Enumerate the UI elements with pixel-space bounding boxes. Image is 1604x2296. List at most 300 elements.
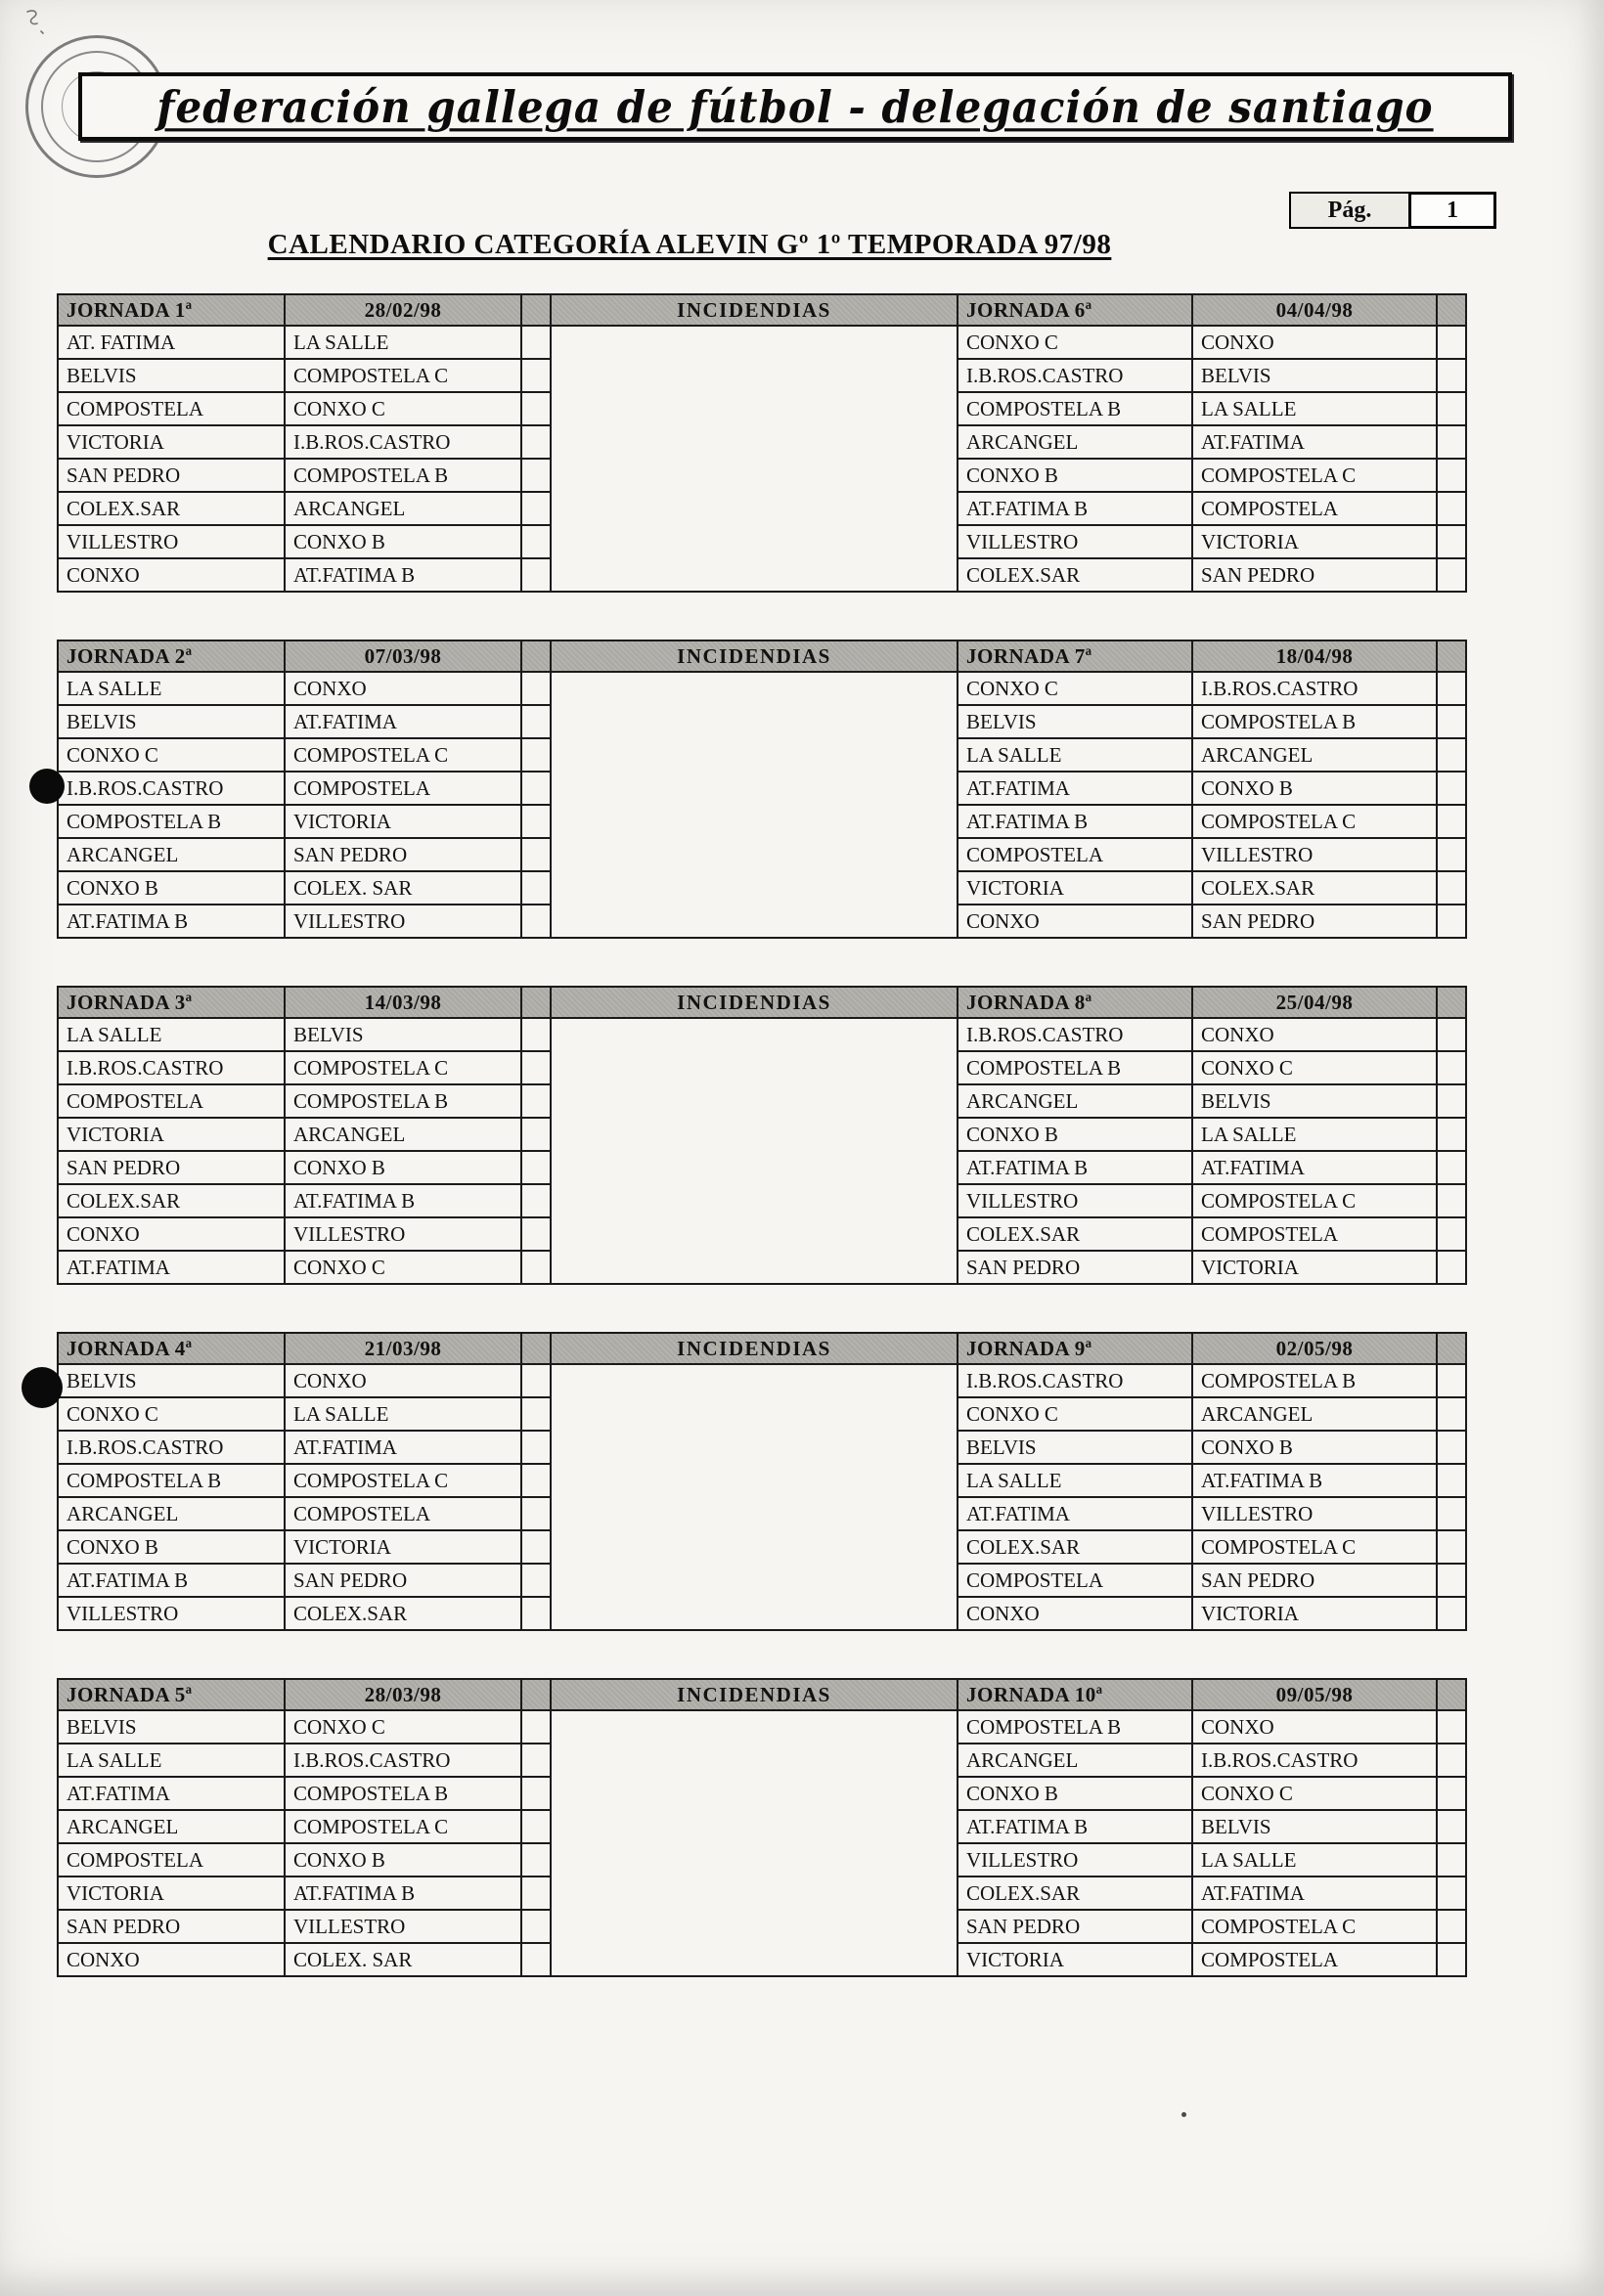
- result-cell: [521, 1530, 551, 1564]
- home-team-cell: COMPOSTELA: [58, 1084, 285, 1118]
- home-team-cell: BELVIS: [958, 1431, 1192, 1464]
- result-cell: [1437, 1464, 1466, 1497]
- result-cell: [1437, 1597, 1466, 1630]
- result-cell: [521, 1084, 551, 1118]
- result-cell: [1437, 492, 1466, 525]
- home-team-cell: CONXO B: [58, 1530, 285, 1564]
- away-team-cell: CONXO B: [1192, 772, 1437, 805]
- result-column-header: [521, 987, 551, 1018]
- away-team-cell: CONXO C: [285, 392, 521, 425]
- result-cell: [1437, 1364, 1466, 1397]
- away-team-cell: SAN PEDRO: [285, 838, 521, 871]
- result-cell: [521, 905, 551, 938]
- home-team-cell: VILLESTRO: [58, 525, 285, 558]
- away-team-cell: COMPOSTELA: [1192, 1943, 1437, 1976]
- home-team-cell: VICTORIA: [958, 871, 1192, 905]
- away-team-cell: VICTORIA: [1192, 1597, 1437, 1630]
- result-cell: [521, 1118, 551, 1151]
- away-team-cell: COMPOSTELA: [285, 772, 521, 805]
- jornada-name-header: JORNADA 6ª: [958, 294, 1192, 326]
- incidents-area: [551, 1710, 958, 1976]
- home-team-cell: CONXO B: [58, 871, 285, 905]
- away-team-cell: SAN PEDRO: [1192, 558, 1437, 592]
- result-cell: [1437, 705, 1466, 738]
- jornada-date-header: 18/04/98: [1192, 640, 1437, 672]
- home-team-cell: ARCANGEL: [58, 1810, 285, 1843]
- away-team-cell: CONXO: [285, 672, 521, 705]
- result-cell: [1437, 459, 1466, 492]
- jornada-header-row: [58, 640, 1466, 672]
- home-team-cell: AT.FATIMA B: [958, 805, 1192, 838]
- home-team-cell: CONXO: [958, 905, 1192, 938]
- away-team-cell: COMPOSTELA C: [285, 738, 521, 772]
- home-team-cell: AT.FATIMA B: [58, 1564, 285, 1597]
- result-cell: [1437, 1810, 1466, 1843]
- away-team-cell: COMPOSTELA C: [285, 1051, 521, 1084]
- result-cell: [521, 1744, 551, 1777]
- away-team-cell: CONXO C: [1192, 1777, 1437, 1810]
- home-team-cell: ARCANGEL: [58, 838, 285, 871]
- result-cell: [521, 1051, 551, 1084]
- home-team-cell: COLEX.SAR: [958, 1530, 1192, 1564]
- scan-speck: [1181, 2112, 1186, 2117]
- incidents-header: INCIDENDIAS: [551, 1333, 958, 1364]
- home-team-cell: COMPOSTELA: [958, 1564, 1192, 1597]
- away-team-cell: BELVIS: [1192, 359, 1437, 392]
- away-team-cell: VICTORIA: [1192, 525, 1437, 558]
- home-team-cell: COMPOSTELA B: [958, 392, 1192, 425]
- result-cell: [521, 1431, 551, 1464]
- match-row: [58, 326, 1466, 359]
- result-cell: [521, 459, 551, 492]
- home-team-cell: BELVIS: [58, 1364, 285, 1397]
- away-team-cell: VICTORIA: [1192, 1251, 1437, 1284]
- federation-title: federación gallega de fútbol - delegación de santiago: [156, 81, 1434, 132]
- home-team-cell: AT.FATIMA: [58, 1251, 285, 1284]
- jornada-name-header: JORNADA 8ª: [958, 987, 1192, 1018]
- result-cell: [521, 1151, 551, 1184]
- result-cell: [1437, 1151, 1466, 1184]
- away-team-cell: AT.FATIMA B: [285, 1877, 521, 1910]
- result-cell: [1437, 905, 1466, 938]
- result-cell: [521, 525, 551, 558]
- incidents-header: INCIDENDIAS: [551, 987, 958, 1018]
- match-row: [58, 672, 1466, 705]
- away-team-cell: VILLESTRO: [1192, 838, 1437, 871]
- home-team-cell: VILLESTRO: [58, 1597, 285, 1630]
- home-team-cell: CONXO: [958, 1597, 1192, 1630]
- away-team-cell: COMPOSTELA B: [285, 1777, 521, 1810]
- away-team-cell: CONXO: [1192, 326, 1437, 359]
- incidents-header: INCIDENDIAS: [551, 1679, 958, 1710]
- home-team-cell: COMPOSTELA: [958, 838, 1192, 871]
- jornada-date-header: 21/03/98: [285, 1333, 521, 1364]
- away-team-cell: COLEX.SAR: [285, 1597, 521, 1630]
- result-cell: [1437, 1910, 1466, 1943]
- away-team-cell: SAN PEDRO: [1192, 1564, 1437, 1597]
- away-team-cell: COMPOSTELA C: [285, 1810, 521, 1843]
- away-team-cell: CONXO B: [285, 1843, 521, 1877]
- away-team-cell: CONXO C: [285, 1251, 521, 1284]
- home-team-cell: AT.FATIMA B: [58, 905, 285, 938]
- home-team-cell: VICTORIA: [58, 425, 285, 459]
- home-team-cell: SAN PEDRO: [958, 1910, 1192, 1943]
- jornada-header-row: [58, 294, 1466, 326]
- jornada-date-header: 25/04/98: [1192, 987, 1437, 1018]
- home-team-cell: VILLESTRO: [958, 1184, 1192, 1217]
- result-cell: [1437, 392, 1466, 425]
- result-cell: [521, 1810, 551, 1843]
- result-cell: [1437, 1184, 1466, 1217]
- result-cell: [1437, 1530, 1466, 1564]
- pen-mark: [22, 8, 47, 42]
- home-team-cell: AT.FATIMA: [958, 1497, 1192, 1530]
- result-cell: [521, 738, 551, 772]
- result-column-header: [1437, 294, 1466, 326]
- home-team-cell: LA SALLE: [958, 738, 1192, 772]
- home-team-cell: AT.FATIMA B: [958, 1810, 1192, 1843]
- away-team-cell: COMPOSTELA B: [285, 459, 521, 492]
- result-cell: [521, 1910, 551, 1943]
- result-cell: [1437, 1251, 1466, 1284]
- result-cell: [521, 326, 551, 359]
- result-cell: [521, 772, 551, 805]
- home-team-cell: I.B.ROS.CASTRO: [958, 359, 1192, 392]
- home-team-cell: CONXO C: [58, 1397, 285, 1431]
- calendar-title: CALENDARIO CATEGORÍA ALEVIN Gº 1º TEMPORADA 97/98: [267, 229, 1112, 260]
- home-team-cell: CONXO: [58, 1217, 285, 1251]
- result-column-header: [521, 1333, 551, 1364]
- home-team-cell: I.B.ROS.CASTRO: [58, 772, 285, 805]
- incidents-area: [551, 1364, 958, 1630]
- home-team-cell: SAN PEDRO: [58, 1151, 285, 1184]
- result-column-header: [1437, 1679, 1466, 1710]
- result-cell: [1437, 1497, 1466, 1530]
- result-cell: [521, 1943, 551, 1976]
- home-team-cell: COLEX.SAR: [958, 1217, 1192, 1251]
- away-team-cell: VICTORIA: [285, 805, 521, 838]
- match-row: [58, 1710, 1466, 1744]
- result-cell: [521, 1364, 551, 1397]
- away-team-cell: ARCANGEL: [1192, 738, 1437, 772]
- result-column-header: [1437, 987, 1466, 1018]
- result-cell: [1437, 525, 1466, 558]
- result-cell: [1437, 1397, 1466, 1431]
- result-cell: [1437, 838, 1466, 871]
- result-cell: [521, 1397, 551, 1431]
- away-team-cell: VILLESTRO: [1192, 1497, 1437, 1530]
- home-team-cell: CONXO C: [58, 738, 285, 772]
- away-team-cell: COMPOSTELA C: [1192, 459, 1437, 492]
- away-team-cell: COMPOSTELA B: [1192, 1364, 1437, 1397]
- result-cell: [521, 1710, 551, 1744]
- result-cell: [1437, 1118, 1466, 1151]
- jornada-block-4: [57, 1332, 1467, 1631]
- home-team-cell: SAN PEDRO: [58, 459, 285, 492]
- result-cell: [1437, 738, 1466, 772]
- result-cell: [1437, 425, 1466, 459]
- away-team-cell: CONXO B: [285, 1151, 521, 1184]
- away-team-cell: I.B.ROS.CASTRO: [285, 425, 521, 459]
- jornada-name-header: JORNADA 2ª: [58, 640, 285, 672]
- home-team-cell: LA SALLE: [58, 1744, 285, 1777]
- page-number-box: [1289, 192, 1496, 229]
- jornada-name-header: JORNADA 3ª: [58, 987, 285, 1018]
- away-team-cell: VILLESTRO: [285, 905, 521, 938]
- away-team-cell: SAN PEDRO: [1192, 905, 1437, 938]
- away-team-cell: AT.FATIMA: [1192, 1877, 1437, 1910]
- result-cell: [521, 1217, 551, 1251]
- result-cell: [521, 1877, 551, 1910]
- result-cell: [1437, 1051, 1466, 1084]
- result-column-header: [521, 1679, 551, 1710]
- result-cell: [1437, 805, 1466, 838]
- away-team-cell: AT.FATIMA B: [285, 558, 521, 592]
- away-team-cell: AT.FATIMA B: [1192, 1464, 1437, 1497]
- result-cell: [521, 871, 551, 905]
- home-team-cell: COMPOSTELA: [58, 1843, 285, 1877]
- home-team-cell: AT.FATIMA: [58, 1777, 285, 1810]
- away-team-cell: COMPOSTELA B: [1192, 705, 1437, 738]
- result-cell: [521, 705, 551, 738]
- result-cell: [521, 1564, 551, 1597]
- away-team-cell: ARCANGEL: [1192, 1397, 1437, 1431]
- match-row: [58, 1364, 1466, 1397]
- result-cell: [521, 1777, 551, 1810]
- result-cell: [1437, 1710, 1466, 1744]
- away-team-cell: VILLESTRO: [285, 1217, 521, 1251]
- jornada-date-header: 07/03/98: [285, 640, 521, 672]
- away-team-cell: CONXO C: [285, 1710, 521, 1744]
- home-team-cell: BELVIS: [58, 705, 285, 738]
- result-cell: [521, 1843, 551, 1877]
- calendar-blocks: [57, 293, 1473, 2024]
- result-cell: [521, 805, 551, 838]
- away-team-cell: ARCANGEL: [285, 492, 521, 525]
- away-team-cell: COMPOSTELA C: [285, 359, 521, 392]
- away-team-cell: CONXO C: [1192, 1051, 1437, 1084]
- jornada-date-header: 09/05/98: [1192, 1679, 1437, 1710]
- header-banner: [78, 72, 1512, 141]
- result-cell: [521, 1597, 551, 1630]
- home-team-cell: COMPOSTELA B: [58, 805, 285, 838]
- home-team-cell: I.B.ROS.CASTRO: [58, 1051, 285, 1084]
- jornada-name-header: JORNADA 5ª: [58, 1679, 285, 1710]
- away-team-cell: COMPOSTELA: [285, 1497, 521, 1530]
- jornada-header-row: [58, 987, 1466, 1018]
- home-team-cell: CONXO: [58, 1943, 285, 1976]
- result-cell: [1437, 1084, 1466, 1118]
- jornada-date-header: 14/03/98: [285, 987, 521, 1018]
- home-team-cell: I.B.ROS.CASTRO: [58, 1431, 285, 1464]
- home-team-cell: BELVIS: [58, 359, 285, 392]
- away-team-cell: LA SALLE: [285, 1397, 521, 1431]
- result-cell: [1437, 558, 1466, 592]
- result-cell: [1437, 672, 1466, 705]
- away-team-cell: CONXO: [285, 1364, 521, 1397]
- away-team-cell: LA SALLE: [1192, 392, 1437, 425]
- home-team-cell: AT.FATIMA B: [958, 1151, 1192, 1184]
- away-team-cell: AT.FATIMA: [1192, 1151, 1437, 1184]
- home-team-cell: CONXO B: [958, 459, 1192, 492]
- result-cell: [1437, 1217, 1466, 1251]
- jornada-name-header: JORNADA 10ª: [958, 1679, 1192, 1710]
- away-team-cell: CONXO B: [285, 525, 521, 558]
- match-row: [58, 1018, 1466, 1051]
- home-team-cell: VILLESTRO: [958, 525, 1192, 558]
- home-team-cell: AT.FATIMA B: [958, 492, 1192, 525]
- result-cell: [1437, 1877, 1466, 1910]
- home-team-cell: ARCANGEL: [958, 425, 1192, 459]
- away-team-cell: I.B.ROS.CASTRO: [285, 1744, 521, 1777]
- away-team-cell: COMPOSTELA C: [1192, 1910, 1437, 1943]
- jornada-name-header: JORNADA 9ª: [958, 1333, 1192, 1364]
- result-cell: [1437, 1843, 1466, 1877]
- away-team-cell: CONXO B: [1192, 1431, 1437, 1464]
- home-team-cell: CONXO C: [958, 1397, 1192, 1431]
- result-cell: [1437, 359, 1466, 392]
- jornada-name-header: JORNADA 4ª: [58, 1333, 285, 1364]
- home-team-cell: CONXO C: [958, 672, 1192, 705]
- page-number: 1: [1408, 192, 1496, 229]
- incidents-header: INCIDENDIAS: [551, 294, 958, 326]
- home-team-cell: COLEX.SAR: [958, 1877, 1192, 1910]
- result-column-header: [521, 640, 551, 672]
- home-team-cell: ARCANGEL: [958, 1084, 1192, 1118]
- result-cell: [521, 392, 551, 425]
- home-team-cell: I.B.ROS.CASTRO: [958, 1364, 1192, 1397]
- home-team-cell: COMPOSTELA B: [958, 1710, 1192, 1744]
- home-team-cell: ARCANGEL: [958, 1744, 1192, 1777]
- incidents-area: [551, 326, 958, 592]
- away-team-cell: LA SALLE: [285, 326, 521, 359]
- away-team-cell: I.B.ROS.CASTRO: [1192, 672, 1437, 705]
- away-team-cell: COLEX. SAR: [285, 1943, 521, 1976]
- home-team-cell: CONXO C: [958, 326, 1192, 359]
- home-team-cell: I.B.ROS.CASTRO: [958, 1018, 1192, 1051]
- jornada-date-header: 02/05/98: [1192, 1333, 1437, 1364]
- jornada-header-row: [58, 1679, 1466, 1710]
- home-team-cell: CONXO B: [958, 1118, 1192, 1151]
- result-cell: [1437, 1943, 1466, 1976]
- result-column-header: [1437, 640, 1466, 672]
- home-team-cell: VILLESTRO: [958, 1843, 1192, 1877]
- away-team-cell: AT.FATIMA B: [285, 1184, 521, 1217]
- result-cell: [1437, 772, 1466, 805]
- home-team-cell: AT. FATIMA: [58, 326, 285, 359]
- home-team-cell: LA SALLE: [58, 672, 285, 705]
- away-team-cell: COMPOSTELA: [1192, 1217, 1437, 1251]
- home-team-cell: ARCANGEL: [58, 1497, 285, 1530]
- jornada-name-header: JORNADA 7ª: [958, 640, 1192, 672]
- away-team-cell: COLEX.SAR: [1192, 871, 1437, 905]
- home-team-cell: LA SALLE: [58, 1018, 285, 1051]
- result-cell: [1437, 1777, 1466, 1810]
- away-team-cell: COMPOSTELA B: [285, 1084, 521, 1118]
- home-team-cell: COLEX.SAR: [58, 1184, 285, 1217]
- away-team-cell: BELVIS: [1192, 1810, 1437, 1843]
- home-team-cell: VICTORIA: [58, 1877, 285, 1910]
- home-team-cell: VICTORIA: [58, 1118, 285, 1151]
- jornada-block-2: [57, 640, 1467, 939]
- away-team-cell: AT.FATIMA: [285, 705, 521, 738]
- away-team-cell: LA SALLE: [1192, 1843, 1437, 1877]
- result-cell: [521, 1464, 551, 1497]
- away-team-cell: CONXO: [1192, 1018, 1437, 1051]
- jornada-block-5: [57, 1678, 1467, 1977]
- away-team-cell: AT.FATIMA: [1192, 425, 1437, 459]
- home-team-cell: COMPOSTELA B: [958, 1051, 1192, 1084]
- home-team-cell: COMPOSTELA B: [58, 1464, 285, 1497]
- jornada-date-header: 28/02/98: [285, 294, 521, 326]
- result-cell: [521, 1184, 551, 1217]
- away-team-cell: COLEX. SAR: [285, 871, 521, 905]
- away-team-cell: ARCANGEL: [285, 1118, 521, 1151]
- away-team-cell: VICTORIA: [285, 1530, 521, 1564]
- result-cell: [521, 1251, 551, 1284]
- jornada-name-header: JORNADA 1ª: [58, 294, 285, 326]
- ink-dot-2: [22, 1367, 63, 1408]
- incidents-area: [551, 1018, 958, 1284]
- incidents-header: INCIDENDIAS: [551, 640, 958, 672]
- home-team-cell: AT.FATIMA: [958, 772, 1192, 805]
- result-cell: [521, 359, 551, 392]
- home-team-cell: CONXO: [58, 558, 285, 592]
- away-team-cell: COMPOSTELA C: [285, 1464, 521, 1497]
- home-team-cell: BELVIS: [58, 1710, 285, 1744]
- home-team-cell: SAN PEDRO: [958, 1251, 1192, 1284]
- away-team-cell: AT.FATIMA: [285, 1431, 521, 1464]
- home-team-cell: BELVIS: [958, 705, 1192, 738]
- home-team-cell: VICTORIA: [958, 1943, 1192, 1976]
- result-cell: [1437, 871, 1466, 905]
- result-cell: [521, 1018, 551, 1051]
- away-team-cell: SAN PEDRO: [285, 1564, 521, 1597]
- away-team-cell: BELVIS: [285, 1018, 521, 1051]
- page-label: Pág.: [1289, 192, 1410, 229]
- away-team-cell: CONXO: [1192, 1710, 1437, 1744]
- jornada-date-header: 04/04/98: [1192, 294, 1437, 326]
- result-column-header: [521, 294, 551, 326]
- away-team-cell: VILLESTRO: [285, 1910, 521, 1943]
- away-team-cell: COMPOSTELA C: [1192, 1530, 1437, 1564]
- jornada-block-1: [57, 293, 1467, 593]
- jornada-date-header: 28/03/98: [285, 1679, 521, 1710]
- home-team-cell: LA SALLE: [958, 1464, 1192, 1497]
- result-cell: [521, 558, 551, 592]
- jornada-block-3: [57, 986, 1467, 1285]
- result-cell: [1437, 1564, 1466, 1597]
- away-team-cell: LA SALLE: [1192, 1118, 1437, 1151]
- result-column-header: [1437, 1333, 1466, 1364]
- result-cell: [1437, 1744, 1466, 1777]
- result-cell: [521, 1497, 551, 1530]
- result-cell: [521, 672, 551, 705]
- result-cell: [521, 425, 551, 459]
- home-team-cell: CONXO B: [958, 1777, 1192, 1810]
- home-team-cell: COLEX.SAR: [58, 492, 285, 525]
- away-team-cell: COMPOSTELA: [1192, 492, 1437, 525]
- incidents-area: [551, 672, 958, 938]
- away-team-cell: COMPOSTELA C: [1192, 805, 1437, 838]
- home-team-cell: SAN PEDRO: [58, 1910, 285, 1943]
- result-cell: [1437, 1018, 1466, 1051]
- away-team-cell: I.B.ROS.CASTRO: [1192, 1744, 1437, 1777]
- ink-dot-1: [29, 769, 65, 804]
- result-cell: [521, 492, 551, 525]
- away-team-cell: BELVIS: [1192, 1084, 1437, 1118]
- result-cell: [1437, 1431, 1466, 1464]
